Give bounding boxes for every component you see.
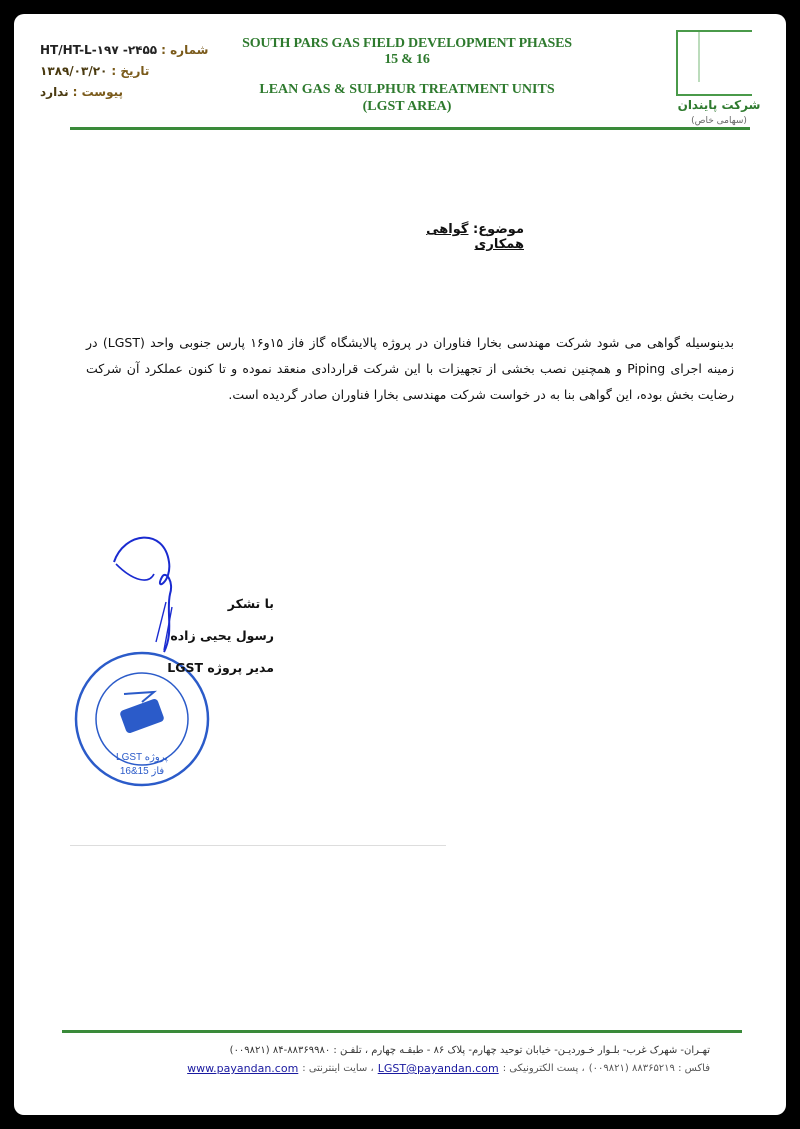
- number-label: شماره :: [161, 43, 209, 57]
- company-type: (سهامی خاص): [691, 116, 747, 126]
- website-label: ، سایت اینترنتی :: [302, 1063, 374, 1074]
- signer-title: مدیر پروژه LGST: [167, 660, 274, 675]
- signature-block: [154, 588, 274, 684]
- header-divider: [70, 127, 750, 130]
- title-line-3: (LGST AREA): [362, 99, 452, 114]
- subject-value: گواهی همکاری: [426, 222, 524, 252]
- title-line-1: SOUTH PARS GAS FIELD DEVELOPMENT PHASES 15 & 16: [242, 36, 572, 67]
- email-label: ، پست الکترونیکی :: [502, 1063, 585, 1074]
- footer-address: تهـران- شهرک غرب- بلـوار خـوردیـن- خیابان توحید چهارم- پلاک ۸۶ - طبقـه چهارم ، تلفـن : ۸۸۳۶۹۹۸۰-۸۴ (۰۰۹۸۲۱): [229, 1045, 710, 1056]
- reference-block: [40, 40, 250, 103]
- logo-inner-frame: [698, 32, 754, 82]
- svg-text:LGST پروژه: LGST پروژه: [116, 752, 168, 763]
- footer-divider: [62, 1030, 742, 1033]
- project-title: [242, 36, 572, 115]
- footer: [126, 1042, 710, 1078]
- attachment-value: ندارد: [40, 85, 69, 99]
- closing-phrase: با تشکر: [227, 596, 274, 611]
- footer-contacts: [126, 1060, 710, 1078]
- company-logo: [676, 30, 752, 96]
- subject-line: [374, 222, 524, 252]
- company-name: شرکت پایندان: [677, 98, 761, 112]
- subject-label: موضوع:: [473, 222, 524, 237]
- letter-page: [14, 14, 786, 1115]
- number-value: ۲۴۵۵- HT/HT-L-۱۹۷: [40, 43, 158, 57]
- faint-divider: [70, 845, 446, 846]
- letter-body: بدینوسیله گواهی می شود شرکت مهندسی بخارا فناوران در پروژه پالایشگاه گاز فاز ۱۵و۱۶ پارس جنوبی واحد (LGST) در زمینه اجرای Piping و همچنین نصب بخشی از تجهیزات با این شرکت قراردادی منعقد نموده و تا کنون عملکرد آن شرکت رضایت بخش بوده، این گواهی بنا به در خواست شرکت مهندسی بخارا فناوران صادر گردیده است.: [86, 335, 734, 402]
- svg-text:فاز 15&16: فاز 15&16: [119, 766, 165, 777]
- title-line-2: LEAN GAS & SULPHUR TREATMENT UNITS: [259, 82, 555, 97]
- email-link[interactable]: LGST@payandan.com: [377, 1062, 499, 1075]
- attachment-label: پیوست :: [72, 85, 124, 99]
- date-label: تاریخ :: [111, 64, 150, 78]
- website-link[interactable]: www.payandan.com: [187, 1062, 299, 1075]
- fax-line: فاکس : ۸۸۳۶۵۲۱۹ (۰۰۹۸۲۱): [588, 1063, 710, 1074]
- date-value: ۱۳۸۹/۰۳/۲۰: [40, 64, 108, 78]
- signer-name: رسول یحیی زاده: [170, 628, 274, 643]
